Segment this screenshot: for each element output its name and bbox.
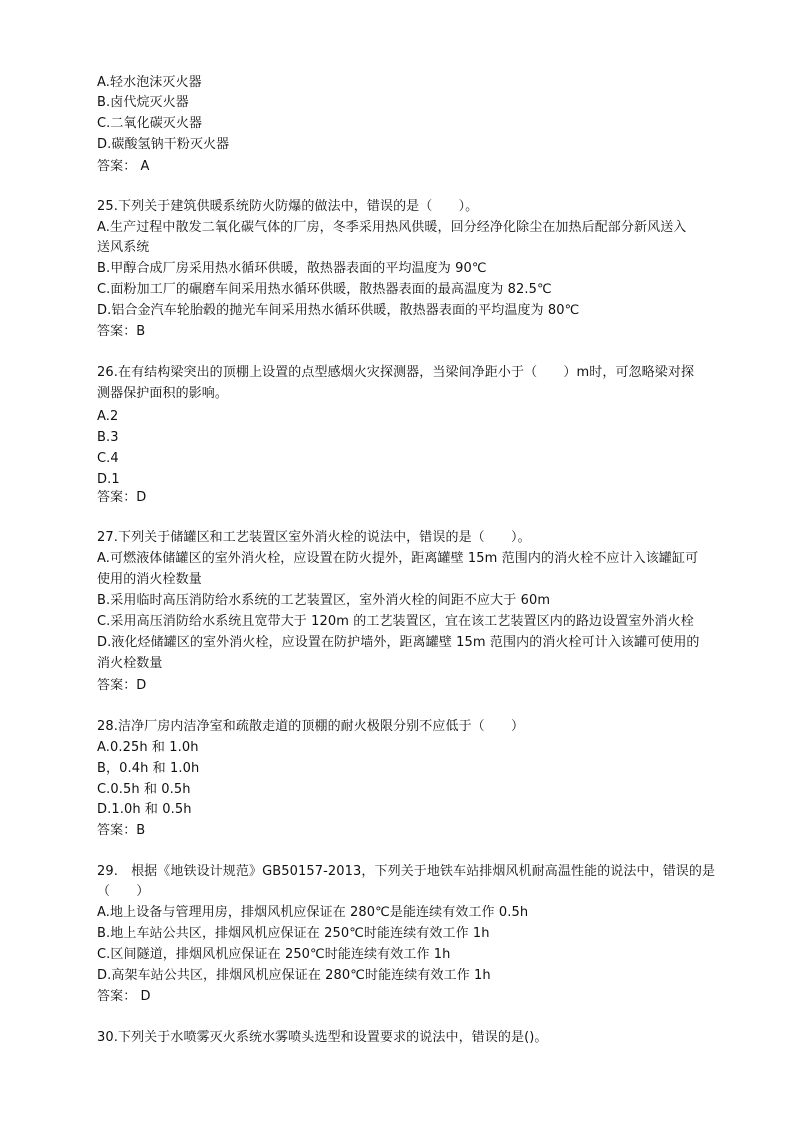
question-text: 送风系统 [97,240,150,255]
question-text: 25.下列关于建筑供暖系统防火防爆的做法中，错误的是（ ）。 [97,199,479,214]
option-line: A.2 [97,409,119,424]
option-line: B.地上车站公共区，排烟风机应保证在 250℃时能连续有效工作 1h [97,926,490,941]
option-line: B.3 [97,430,119,445]
option-line: D.液化烃储罐区的室外消火栓，应设置在防护墙外，距离罐壁 15m 范围内的消火栓可计入该罐可使用的 [97,635,700,650]
question-text: 27.下列关于储罐区和工艺装置区室外消火栓的说法中，错误的是（ ）。 [97,530,531,545]
answer-line: 答案： A [97,159,150,174]
option-line: D.碳酸氢钠干粉灭火器 [97,137,230,152]
option-line: B.甲醇合成厂房采用热水循环供暖，散热器表面的平均温度为 90℃ [97,261,487,276]
answer-line: 答案：D [97,678,147,693]
option-line: A.可燃液体储罐区的室外消火栓，应设置在防火提外，距离罐壁 15m 范围内的消火栓不应计入该罐缸可 [97,551,699,566]
option-line: A.轻水泡沫灭火器 [97,75,202,90]
question-text: 28.洁净厂房内洁净室和疏散走道的顶棚的耐火极限分别不应低于（ ） [97,719,525,734]
answer-line: 答案：D [97,490,147,505]
question-text: 消火栓数量 [97,656,163,671]
option-line: B.卤代烷灭火器 [97,95,189,110]
option-line: C.面粉加工厂的碾磨车间采用热水循环供暖，散热器表面的最高温度为 82.5℃ [97,282,552,297]
option-line: A.地上设备与管理用房，排烟风机应保证在 280℃是能连续有效工作 0.5h [97,905,529,920]
option-line: D.高架车站公共区，排烟风机应保证在 280℃时能连续有效工作 1h [97,968,491,983]
question-text: 使用的消火栓数量 [97,572,202,587]
option-line: C.二氧化碳灭火器 [97,116,203,131]
answer-line: 答案：B [97,324,146,339]
question-text: 30.下列关于水喷雾灭火系统水雾喷头选型和设置要求的说法中，错误的是()。 [97,1030,548,1045]
answer-line: 答案：B [97,823,146,838]
option-line: D.1.0h 和 0.5h [97,802,192,817]
option-line: C.4 [97,451,119,466]
question-text: 29. 根据《地铁设计规范》GB50157-2013，下列关于地铁车站排烟风机耐高温性能的说法中，错误的是 [97,864,716,879]
option-line: C.区间隧道，排烟风机应保证在 250℃时能连续有效工作 1h [97,947,451,962]
option-line: C.0.5h 和 0.5h [97,782,191,797]
question-text: （ ） [97,884,150,899]
option-line: B.采用临时高压消防给水系统的工艺装置区，室外消火栓的间距不应大于 60m [97,593,551,608]
question-text: 测器保护面积的影响。 [97,386,229,401]
option-line: C.采用高压消防给水系统且宽带大于 120m 的工艺装置区，宜在该工艺装置区内的路边设置室外消火栓 [97,614,694,629]
option-line: A.生产过程中散发二氧化碳气体的厂房，冬季采用热风供暖，回分经净化除尘在加热后配部分新风送入 [97,220,687,235]
option-line: D.铝合金汽车轮胎毂的抛光车间采用热水循环供暖，散热器表面的平均温度为 80℃ [97,303,580,318]
option-line: B，0.4h 和 1.0h [97,761,200,776]
option-line: A.0.25h 和 1.0h [97,740,199,755]
question-text: 26.在有结构梁突出的顶棚上设置的点型感烟火灾探测器，当梁间净距小于（ ）m时，可忽略梁对探 [97,365,695,380]
answer-line: 答案： D [97,989,151,1004]
option-line: D.1 [97,472,120,487]
